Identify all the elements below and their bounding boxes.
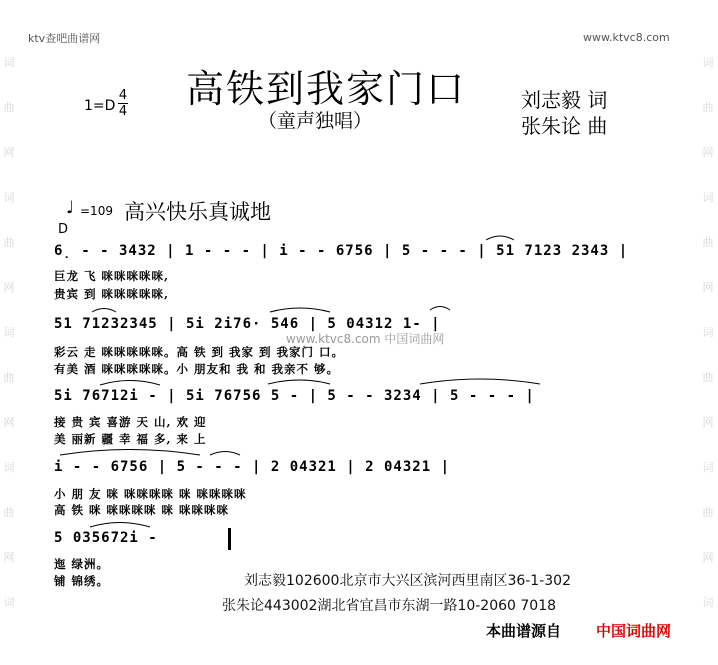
lyric-row-4-verse-2: 高 铁 咪 咪咪咪咪 咪 咪咪咪咪	[54, 503, 230, 517]
watermark-char: 词	[3, 191, 15, 204]
lyric-row-1-verse-2: 贵宾 到 咪咪咪咪咪,	[54, 287, 170, 301]
lyric-row-5-verse-2: 铺 锦绣。	[54, 574, 110, 588]
contact-lyricist: 刘志毅102600北京市大兴区滨河西里南区36-1-302	[244, 573, 571, 589]
watermark-char: 词	[3, 596, 15, 609]
watermark-char: 词	[702, 56, 714, 69]
composer: 张朱论 曲	[521, 114, 608, 138]
watermark-char: 曲	[3, 506, 15, 519]
slur	[90, 523, 150, 528]
watermark-char: 网	[3, 551, 15, 564]
slur	[420, 379, 540, 384]
watermark-char: 曲	[3, 101, 15, 114]
expression-mark: 高兴快乐真诚地	[124, 200, 271, 224]
notation-row-5: 5 035672i -	[54, 530, 158, 546]
lyric-row-5-verse-1: 迤 绿洲。	[54, 557, 110, 571]
slur	[100, 381, 160, 386]
watermark-char: 曲	[3, 236, 15, 249]
song-title: 高铁到我家门口	[186, 67, 467, 111]
slur	[60, 450, 200, 456]
watermark-mid: www.ktvc8.com 中国词曲网	[286, 332, 445, 346]
contact-composer: 张朱论443002湖北省宜昌市东湖一路10-2060 7018	[222, 598, 557, 614]
slur	[270, 308, 330, 312]
watermark-char: 曲	[3, 371, 15, 384]
watermark-char: 曲	[702, 506, 714, 519]
notation-row-2: 51 71232345 | 5i 2i76· 546 | 5 04312 1- |	[54, 316, 441, 332]
meter-top: 4	[118, 88, 128, 103]
notation-row-1: 6̣ - - 3432 | 1 - - - | i - - 6756 | 5 - - - | 51 7123 2343 |	[54, 243, 629, 259]
lyricist: 刘志毅 词	[521, 88, 608, 112]
watermark-char: 词	[702, 596, 714, 609]
meter-bottom: 4	[118, 104, 128, 119]
tempo-mark: =109	[80, 204, 113, 218]
site-url-right: www.ktvc8.com	[583, 31, 670, 44]
lyric-row-2-verse-2: 有美 酒 咪咪咪咪咪。小 朋友和 我 和 我亲不 够。	[54, 362, 340, 376]
song-subtitle: （童声独唱）	[258, 110, 373, 132]
slur	[268, 380, 330, 384]
key-letter: D	[58, 222, 69, 237]
notation-row-4: i - - 6756 | 5 - - - | 2 04321 | 2 04321 |	[54, 459, 451, 475]
watermark-char: 网	[702, 551, 714, 564]
slur	[486, 236, 514, 240]
site-name-left: ktv查吧曲谱网	[28, 32, 101, 45]
watermark-char: 词	[3, 461, 15, 474]
watermark-char: 词	[702, 326, 714, 339]
watermark-char: 曲	[702, 236, 714, 249]
watermark-char: 曲	[702, 101, 714, 114]
watermark-char: 词	[702, 461, 714, 474]
lyric-row-2-verse-1: 彩云 走 咪咪咪咪咪。高 铁 到 我家 到 我家门 口。	[54, 345, 345, 359]
watermark-char: 词	[3, 56, 15, 69]
key-signature: 1=D	[84, 98, 116, 114]
slur	[210, 452, 240, 456]
watermark-char: 网	[3, 146, 15, 159]
quarter-note-icon: ♩	[66, 198, 75, 218]
watermark-char: 网	[702, 416, 714, 429]
watermark-char: 词	[702, 191, 714, 204]
lyric-row-3-verse-1: 接 贵 宾 喜游 天 山, 欢 迎	[54, 415, 207, 429]
lyric-row-3-verse-2: 美 丽新 疆 幸 福 多, 来 上	[54, 432, 207, 446]
source-brand: 中国词曲网	[596, 622, 672, 640]
watermark-char: 网	[3, 281, 15, 294]
lyric-row-4-verse-1: 小 朋 友 咪 咪咪咪咪 咪 咪咪咪咪	[54, 487, 247, 501]
source-label: 本曲谱源自	[486, 622, 562, 640]
slur	[92, 309, 116, 313]
watermark-char: 网	[3, 416, 15, 429]
lyric-row-1-verse-1: 巨龙 飞 咪咪咪咪咪,	[54, 269, 170, 283]
watermark-char: 网	[702, 281, 714, 294]
slur	[430, 307, 450, 311]
watermark-char: 词	[3, 326, 15, 339]
notation-row-3: 5i 76712i - | 5i 76756 5 - | 5 - - 3234 | 5 - - - |	[54, 388, 535, 404]
watermark-char: 网	[702, 146, 714, 159]
watermark-char: 曲	[702, 371, 714, 384]
